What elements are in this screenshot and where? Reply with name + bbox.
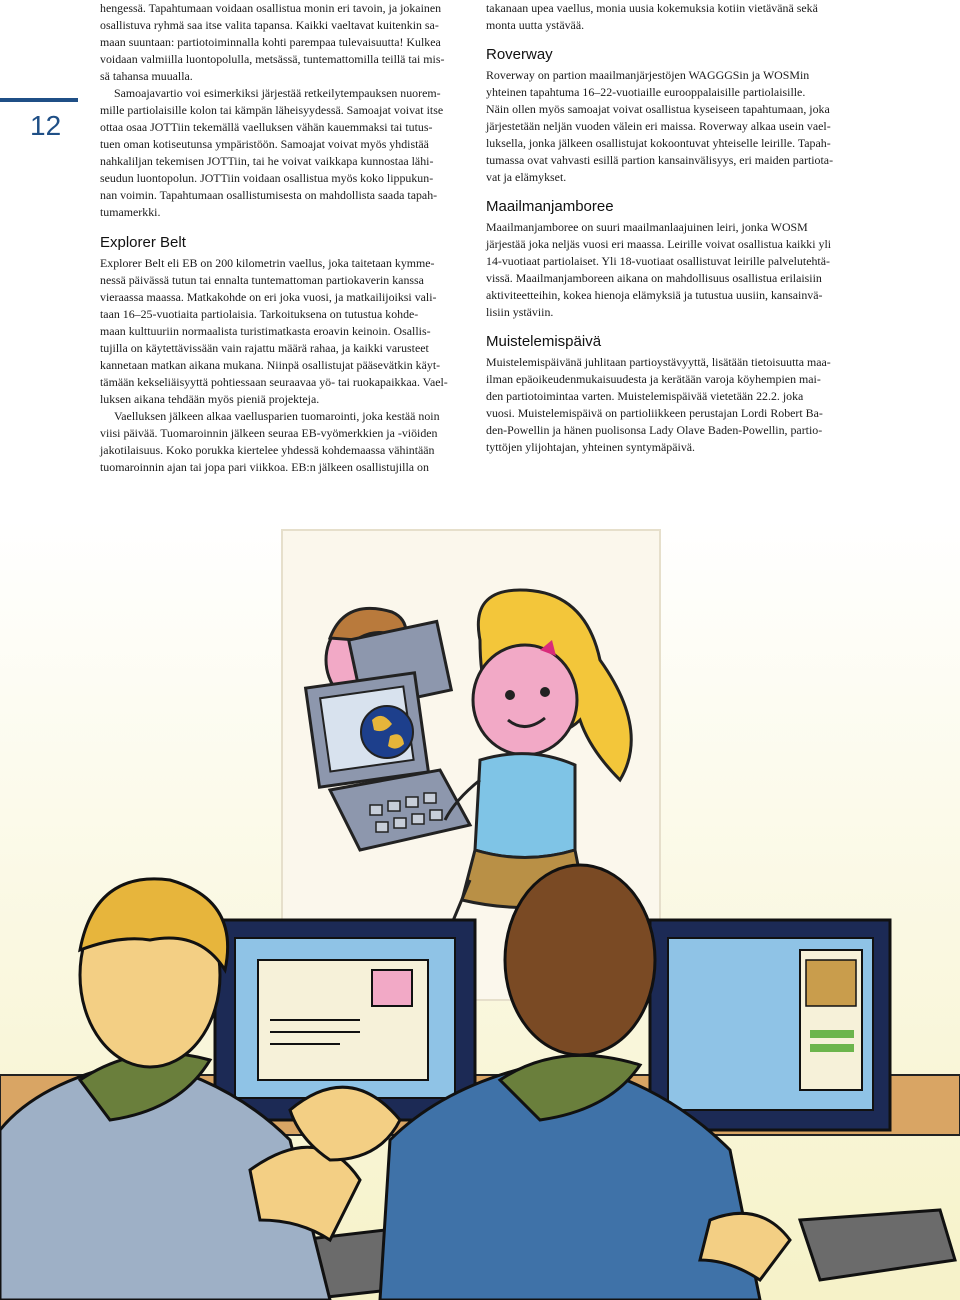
text-line: tumassa ovat vahvasti esillä partion kansainvälisyys, eri maiden partiota-	[486, 153, 834, 167]
text-line: vuosi. Muistelemispäivä on partioliikkeen perustajan Lordi Robert Ba-	[486, 406, 823, 420]
text-line: den partiotoimintaa varten. Muistelemispäivää vietetään 22.2. joka	[486, 389, 804, 403]
text-line: vieraassa maassa. Matkakohde on eri joka vuosi, ja matkailijoiksi vali-	[100, 290, 437, 304]
text-line: lisiin ystäviin.	[486, 305, 554, 319]
text-line: viisi päivää. Tuomaroinnin jälkeen seuraa EB-vyömerkkien ja -viöiden	[100, 426, 438, 440]
text-line: yhteinen tapahtuma 16–22-vuotiaille eurooppalaisille partiolaisille.	[486, 85, 806, 99]
right-monitor	[650, 920, 890, 1130]
text-line: voidaan valmiilla luontopolulla, metsässä, tuntemattomilla teillä tai mis-	[100, 52, 445, 66]
text-line: Samoajavartio voi esimerkiksi järjestää retkeilytempauksen nuorem-	[114, 86, 441, 100]
text-line: tuen oman kotiseutunsa ympäristöön. Samoajat voivat myös yhdistää	[100, 137, 429, 151]
text-line: luksella, jonka jälkeen osallistujat kokoontuvat yhteiselle leirille. Tapah-	[486, 136, 831, 150]
text-line: 14-vuotiaat partiolaiset. Yli 18-vuotiaat osallistuvat leirille palvelutehtä-	[486, 254, 830, 268]
text-line: kannetaan matkan aikana mukana. Niinpä osallistujat pääsevätkin käyt-	[100, 358, 441, 372]
roverway-heading: Roverway	[486, 46, 553, 63]
text-line: den-Powellin ja hänen puolisonsa Lady Olave Baden-Powellin, partio-	[486, 423, 823, 437]
explorer-belt-paragraph-2	[100, 408, 460, 476]
text-line: ottaa osaa JOTTiin tekemällä vaelluksen vähän kauemmaksi tai tutus-	[100, 120, 433, 134]
text-line: monta uutta ystävää.	[486, 18, 585, 32]
text-line: vat ja elämykset.	[486, 170, 567, 184]
text-line: tujilla on käytettävissään vain rajattu määrä rahaa, ja kaikki varusteet	[100, 341, 429, 355]
text-line: Vaelluksen jälkeen alkaa vaellusparien tuomarointi, joka kestää noin	[114, 409, 440, 423]
text-line: vissä. Maailmanjamboreen aikana on mahdollisuus osallistua erilaisiin	[486, 271, 822, 285]
text-line: tuomaroinnin ajan tai jopa pari viikkoa. EB:n jälkeen osallistujilla on	[100, 460, 429, 474]
page-number: 12	[30, 110, 62, 141]
text-line: hengessä. Tapahtumaan voidaan osallistua monin eri tavoin, ja jokainen	[100, 1, 442, 15]
left-column	[100, 0, 460, 476]
right-column	[486, 0, 848, 456]
text-line: luksen aikana tehdään myös pieniä projekteja.	[100, 392, 320, 406]
text-line: tämään kekseliäisyyttä pohtiessaan seuraavaa yö- tai ruokapaikkaa. Vael-	[100, 375, 448, 389]
roverway-paragraph	[486, 67, 848, 186]
text-line: Näin ollen myös samoajat voivat osallistua kyseiseen tapahtumaan, joka	[486, 102, 830, 116]
text-line: taan 16–25-vuotiaita partiolaisia. Tarkoituksena on tutustua kohde-	[100, 307, 419, 321]
text-line: nan voimin. Tapahtumaan osallistumisesta on mahdollista saada tapah-	[100, 188, 438, 202]
muistelemispaiva-paragraph	[486, 354, 848, 456]
samoaja-paragraph	[100, 85, 460, 221]
text-line: sä tahansa muualla.	[100, 69, 193, 83]
page-rule	[0, 98, 78, 102]
text-line: nessä päivässä tutun tai ennalta tuntemattoman partiokaverin kanssa	[100, 273, 424, 287]
continuation-paragraph	[486, 0, 848, 34]
text-line: järjestetään neljän vuoden välein eri maissa. Roverway alkaa usein vael-	[486, 119, 831, 133]
explorer-belt-heading: Explorer Belt	[100, 234, 186, 251]
text-line: takanaan upea vaellus, monia uusia kokemuksia kotiin vietävänä sekä	[486, 1, 818, 15]
intro-paragraph	[100, 0, 460, 85]
text-line: Maailmanjamboree on suuri maailmanlaajuinen leiri, jonka WOSM	[486, 220, 808, 234]
text-line: seudun luontopolun. JOTTiin voidaan osallistua myös koko lippukun-	[100, 171, 434, 185]
text-line: tumamerkki.	[100, 205, 161, 219]
text-line: mille partiolaisille kolon tai kämpän läheisyydessä. Samoajat voivat itse	[100, 103, 444, 117]
illustration-svg	[0, 520, 960, 1300]
jamboree-heading: Maailmanjamboree	[486, 198, 614, 215]
text-line: järjestää joka neljäs vuosi eri maassa. Leirille voivat osallistua kaikki yli	[486, 237, 832, 251]
muistelemispaiva-heading: Muistelemispäivä	[486, 333, 602, 350]
text-line: jakotilaisuus. Koko porukka kiertelee yhdessä kohdemaassa vähintään	[100, 443, 435, 457]
text-line: Roverway on partion maailmanjärjestöjen WAGGGSin ja WOSMin	[486, 68, 810, 82]
explorer-belt-paragraph	[100, 255, 460, 408]
text-line: Explorer Belt eli EB on 200 kilometrin vaellus, joka taitetaan kymme-	[100, 256, 435, 270]
illustration	[0, 520, 960, 1300]
text-line: nahkaliljan tekemisen JOTTiin, tai he voivat vaikkapa kunnostaa lähi-	[100, 154, 434, 168]
text-line: maan suuntaan: partiotoiminnalla kohti parempaa tulevaisuutta! Kulkea	[100, 35, 441, 49]
text-line: Muistelemispäivänä juhlitaan partioystävyyttä, lisätään tietoisuutta maa-	[486, 355, 831, 369]
text-line: ilman epäoikeudenmukaisuudesta ja kerätään varoja köyhempien mai-	[486, 372, 821, 386]
jamboree-paragraph	[486, 219, 848, 321]
text-line: aktiviteetteihin, kokea hienoja elämyksiä ja tutustua uusiin, kansainvä-	[486, 288, 823, 302]
text-line: osallistuva ryhmä saa itse valita tapansa. Kaikki vaeltavat kuitenkin sa-	[100, 18, 439, 32]
text-line: maan kulttuuriin normaalista turistimatkasta eroavin keinoin. Osallis-	[100, 324, 431, 338]
text-line: tyttöjen ylijohtajan, yhteinen syntymäpäivä.	[486, 440, 696, 454]
